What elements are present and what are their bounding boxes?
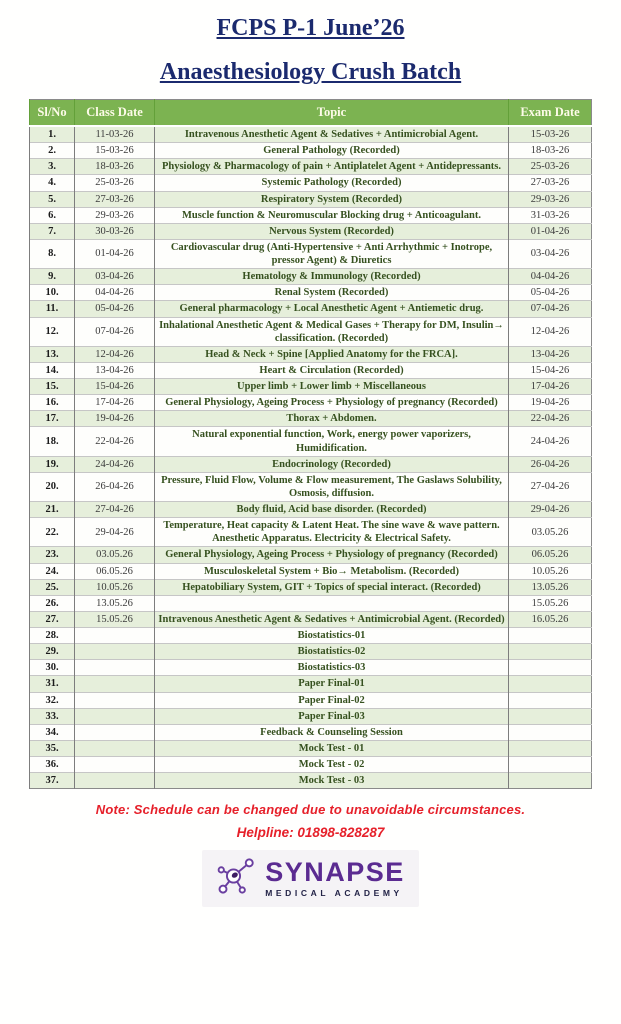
topic-cell: Physiology & Pharmacology of pain + Antiplatelet Agent + Antidepressants. — [155, 159, 509, 175]
serial-cell: 3. — [30, 159, 75, 175]
exam-date-cell: 26-04-26 — [509, 456, 592, 472]
topic-cell: Temperature, Heat capacity & Latent Heat. The sine wave & wave pattern. Anesthetic Apparatus. Electricity & Electrical Safety. — [155, 518, 509, 547]
topic-cell: Mock Test - 02 — [155, 757, 509, 773]
topic-cell: Hepatobiliary System, GIT + Topics of special interact. (Recorded) — [155, 579, 509, 595]
helpline-text: Helpline: 01898-828287 — [236, 825, 385, 841]
topic-cell: Natural exponential function, Work, energy power vaporizers, Humidification. — [155, 427, 509, 456]
serial-cell: 6. — [30, 207, 75, 223]
serial-cell: 15. — [30, 379, 75, 395]
table-header-row — [30, 100, 592, 127]
serial-cell: 23. — [30, 547, 75, 563]
serial-cell: 9. — [30, 269, 75, 285]
serial-cell: 31. — [30, 676, 75, 692]
topic-cell: Hematology & Immunology (Recorded) — [155, 269, 509, 285]
exam-date-cell — [509, 628, 592, 644]
exam-date-cell: 25-03-26 — [509, 159, 592, 175]
topic-cell: Mock Test - 01 — [155, 740, 509, 756]
class-date-cell: 26-04-26 — [75, 472, 155, 501]
topic-cell: Endocrinology (Recorded) — [155, 456, 509, 472]
class-date-cell: 13-04-26 — [75, 362, 155, 378]
exam-date-cell: 15-03-26 — [509, 126, 592, 143]
exam-date-cell — [509, 644, 592, 660]
exam-date-cell: 03-04-26 — [509, 239, 592, 268]
logo-title: SYNAPSE — [265, 857, 405, 888]
class-date-cell — [75, 692, 155, 708]
table-row — [30, 676, 592, 692]
class-date-cell: 05-04-26 — [75, 301, 155, 317]
topic-cell: General Pathology (Recorded) — [155, 143, 509, 159]
serial-cell: 21. — [30, 502, 75, 518]
exam-date-cell: 06.05.26 — [509, 547, 592, 563]
table-row — [30, 757, 592, 773]
serial-cell: 4. — [30, 175, 75, 191]
serial-cell: 32. — [30, 692, 75, 708]
table-row — [30, 456, 592, 472]
note-text: Note: Schedule can be changed due to unavoidable circumstances. — [95, 802, 526, 818]
class-date-cell: 15.05.26 — [75, 611, 155, 627]
class-date-cell: 01-04-26 — [75, 239, 155, 268]
exam-date-cell: 03.05.26 — [509, 518, 592, 547]
page-subtitle: Anaesthesiology Crush Batch — [159, 59, 462, 85]
table-row — [30, 660, 592, 676]
serial-cell: 19. — [30, 456, 75, 472]
exam-date-cell: 16.05.26 — [509, 611, 592, 627]
class-date-cell — [75, 676, 155, 692]
table-row — [30, 708, 592, 724]
topic-cell: Feedback & Counseling Session — [155, 724, 509, 740]
topic-cell: Musculoskeletal System + Bio→ Metabolism. (Recorded) — [155, 563, 509, 579]
topic-cell: General Physiology, Ageing Process + Physiology of pregnancy (Recorded) — [155, 395, 509, 411]
table-row — [30, 547, 592, 563]
topic-cell: Biostatistics-01 — [155, 628, 509, 644]
serial-cell: 16. — [30, 395, 75, 411]
class-date-cell: 25-03-26 — [75, 175, 155, 191]
topic-cell: Biostatistics-02 — [155, 644, 509, 660]
class-date-cell: 15-03-26 — [75, 143, 155, 159]
class-date-cell — [75, 644, 155, 660]
serial-cell: 29. — [30, 644, 75, 660]
table-row — [30, 644, 592, 660]
class-date-cell — [75, 724, 155, 740]
table-row — [30, 191, 592, 207]
class-date-cell — [75, 628, 155, 644]
topic-cell: Intravenous Anesthetic Agent & Sedatives + Antimicrobial Agent. — [155, 126, 509, 143]
exam-date-cell: 12-04-26 — [509, 317, 592, 346]
serial-cell: 18. — [30, 427, 75, 456]
exam-date-cell: 17-04-26 — [509, 379, 592, 395]
serial-cell: 2. — [30, 143, 75, 159]
table-row — [30, 346, 592, 362]
exam-date-cell: 13-04-26 — [509, 346, 592, 362]
serial-cell: 14. — [30, 362, 75, 378]
table-row — [30, 379, 592, 395]
table-row — [30, 285, 592, 301]
exam-date-cell: 27-03-26 — [509, 175, 592, 191]
table-row — [30, 301, 592, 317]
exam-date-cell: 18-03-26 — [509, 143, 592, 159]
table-row — [30, 269, 592, 285]
serial-cell: 35. — [30, 740, 75, 756]
serial-cell: 11. — [30, 301, 75, 317]
exam-date-cell — [509, 692, 592, 708]
topic-cell: Paper Final-01 — [155, 676, 509, 692]
class-date-cell: 03.05.26 — [75, 547, 155, 563]
table-row — [30, 518, 592, 547]
table-row — [30, 143, 592, 159]
topic-cell: General pharmacology + Local Anesthetic Agent + Antiemetic drug. — [155, 301, 509, 317]
exam-date-cell: 27-04-26 — [509, 472, 592, 501]
table-row — [30, 472, 592, 501]
topic-cell: Paper Final-02 — [155, 692, 509, 708]
serial-cell: 13. — [30, 346, 75, 362]
molecule-icon — [216, 855, 258, 902]
class-date-cell: 27-03-26 — [75, 191, 155, 207]
serial-cell: 24. — [30, 563, 75, 579]
serial-cell: 30. — [30, 660, 75, 676]
topic-cell: Inhalational Anesthetic Agent & Medical Gases + Therapy for DM, Insulin→ classification. (Recorded) — [155, 317, 509, 346]
exam-date-cell — [509, 740, 592, 756]
serial-cell: 8. — [30, 239, 75, 268]
class-date-cell — [75, 757, 155, 773]
serial-cell: 25. — [30, 579, 75, 595]
topic-cell: Systemic Pathology (Recorded) — [155, 175, 509, 191]
class-date-cell — [75, 708, 155, 724]
serial-cell: 22. — [30, 518, 75, 547]
schedule-table-body — [30, 126, 592, 789]
exam-date-cell: 10.05.26 — [509, 563, 592, 579]
class-date-cell: 13.05.26 — [75, 595, 155, 611]
topic-cell: Cardiovascular drug (Anti-Hypertensive + Anti Arrhythmic + Inotrope, pressor Agent) & Diuretics — [155, 239, 509, 268]
exam-date-cell: 31-03-26 — [509, 207, 592, 223]
class-date-cell: 19-04-26 — [75, 411, 155, 427]
logo-subtitle: MEDICAL ACADEMY — [265, 888, 403, 899]
class-date-cell: 06.05.26 — [75, 563, 155, 579]
schedule-table — [29, 99, 592, 789]
topic-cell: Body fluid, Acid base disorder. (Recorded) — [155, 502, 509, 518]
table-row — [30, 223, 592, 239]
table-row — [30, 724, 592, 740]
serial-cell: 5. — [30, 191, 75, 207]
exam-date-cell: 15-04-26 — [509, 362, 592, 378]
topic-cell: Renal System (Recorded) — [155, 285, 509, 301]
class-date-cell: 29-03-26 — [75, 207, 155, 223]
exam-date-cell: 19-04-26 — [509, 395, 592, 411]
topic-cell: Paper Final-03 — [155, 708, 509, 724]
table-row — [30, 502, 592, 518]
table-row — [30, 773, 592, 789]
topic-cell: General Physiology, Ageing Process + Physiology of pregnancy (Recorded) — [155, 547, 509, 563]
serial-cell: 10. — [30, 285, 75, 301]
class-date-cell: 30-03-26 — [75, 223, 155, 239]
class-date-cell — [75, 740, 155, 756]
serial-cell: 12. — [30, 317, 75, 346]
table-row — [30, 579, 592, 595]
topic-cell: Intravenous Anesthetic Agent & Sedatives + Antimicrobial Agent. (Recorded) — [155, 611, 509, 627]
table-row — [30, 692, 592, 708]
serial-cell: 1. — [30, 126, 75, 143]
table-row — [30, 611, 592, 627]
exam-date-cell — [509, 676, 592, 692]
serial-cell: 7. — [30, 223, 75, 239]
exam-date-cell — [509, 757, 592, 773]
exam-date-cell — [509, 708, 592, 724]
serial-cell: 20. — [30, 472, 75, 501]
serial-cell: 36. — [30, 757, 75, 773]
class-date-cell: 27-04-26 — [75, 502, 155, 518]
topic-cell: Head & Neck + Spine [Applied Anatomy for the FRCA]. — [155, 346, 509, 362]
exam-date-cell — [509, 724, 592, 740]
class-date-cell: 24-04-26 — [75, 456, 155, 472]
class-date-cell: 07-04-26 — [75, 317, 155, 346]
class-date-cell: 22-04-26 — [75, 427, 155, 456]
table-row — [30, 411, 592, 427]
header-exam-date: Exam Date — [509, 100, 592, 127]
class-date-cell: 29-04-26 — [75, 518, 155, 547]
serial-cell: 28. — [30, 628, 75, 644]
class-date-cell: 17-04-26 — [75, 395, 155, 411]
exam-date-cell — [509, 660, 592, 676]
serial-cell: 33. — [30, 708, 75, 724]
serial-cell: 17. — [30, 411, 75, 427]
topic-cell: Upper limb + Lower limb + Miscellaneous — [155, 379, 509, 395]
exam-date-cell: 24-04-26 — [509, 427, 592, 456]
class-date-cell: 18-03-26 — [75, 159, 155, 175]
table-row — [30, 317, 592, 346]
class-date-cell — [75, 660, 155, 676]
exam-date-cell: 01-04-26 — [509, 223, 592, 239]
topic-cell: Biostatistics-03 — [155, 660, 509, 676]
table-row — [30, 427, 592, 456]
table-row — [30, 175, 592, 191]
table-row — [30, 239, 592, 268]
serial-cell: 26. — [30, 595, 75, 611]
topic-cell: Thorax + Abdomen. — [155, 411, 509, 427]
topic-cell: Mock Test - 03 — [155, 773, 509, 789]
table-row — [30, 563, 592, 579]
class-date-cell: 11-03-26 — [75, 126, 155, 143]
topic-cell: Muscle function & Neuromuscular Blocking drug + Anticoagulant. — [155, 207, 509, 223]
header-topic: Topic — [155, 100, 509, 127]
topic-cell: Heart & Circulation (Recorded) — [155, 362, 509, 378]
class-date-cell: 12-04-26 — [75, 346, 155, 362]
class-date-cell: 15-04-26 — [75, 379, 155, 395]
class-date-cell: 03-04-26 — [75, 269, 155, 285]
serial-cell: 37. — [30, 773, 75, 789]
topic-cell: Respiratory System (Recorded) — [155, 191, 509, 207]
header-class-date: Class Date — [75, 100, 155, 127]
class-date-cell: 10.05.26 — [75, 579, 155, 595]
topic-cell: Nervous System (Recorded) — [155, 223, 509, 239]
exam-date-cell: 15.05.26 — [509, 595, 592, 611]
serial-cell: 34. — [30, 724, 75, 740]
table-row — [30, 395, 592, 411]
header-slno: Sl/No — [30, 100, 75, 127]
table-row — [30, 126, 592, 143]
page-title: FCPS P-1 June’26 — [216, 15, 405, 41]
exam-date-cell: 29-03-26 — [509, 191, 592, 207]
table-row — [30, 628, 592, 644]
class-date-cell: 04-04-26 — [75, 285, 155, 301]
table-row — [30, 207, 592, 223]
exam-date-cell: 04-04-26 — [509, 269, 592, 285]
class-date-cell — [75, 773, 155, 789]
table-row — [30, 595, 592, 611]
exam-date-cell: 05-04-26 — [509, 285, 592, 301]
exam-date-cell: 07-04-26 — [509, 301, 592, 317]
table-row — [30, 740, 592, 756]
synapse-logo — [202, 850, 419, 907]
topic-cell: Pressure, Fluid Flow, Volume & Flow measurement, The Gaslaws Solubility, Osmosis, diffusion. — [155, 472, 509, 501]
table-row — [30, 159, 592, 175]
exam-date-cell — [509, 773, 592, 789]
exam-date-cell: 22-04-26 — [509, 411, 592, 427]
table-row — [30, 362, 592, 378]
topic-cell — [155, 595, 509, 611]
exam-date-cell: 13.05.26 — [509, 579, 592, 595]
serial-cell: 27. — [30, 611, 75, 627]
exam-date-cell: 29-04-26 — [509, 502, 592, 518]
